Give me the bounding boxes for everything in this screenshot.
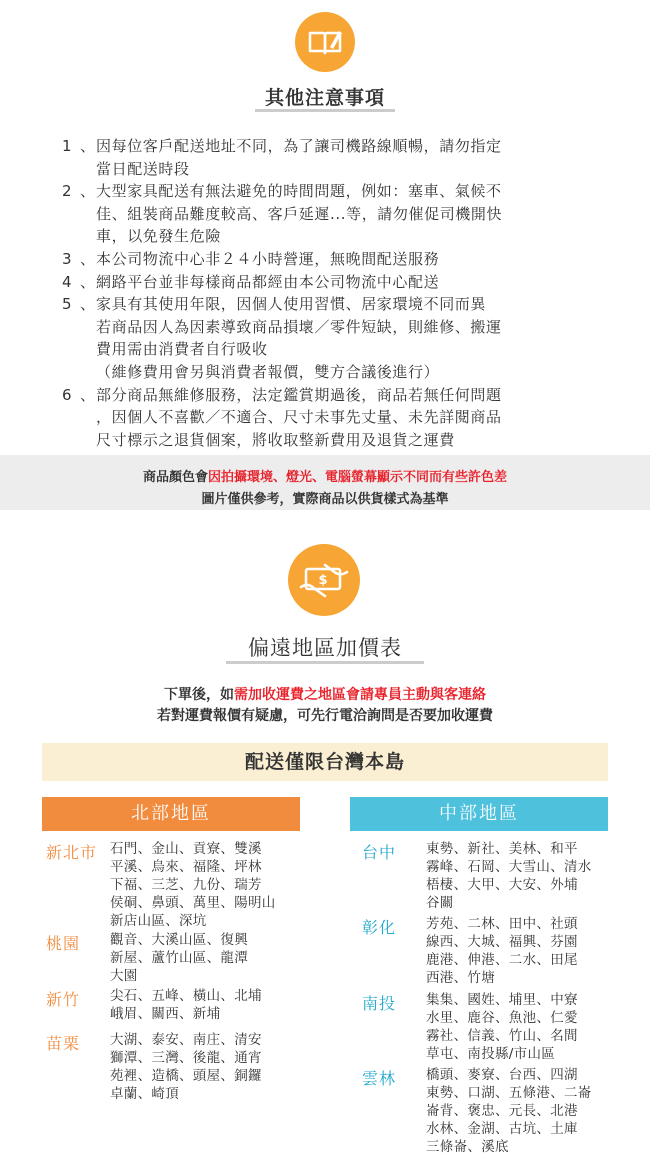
town-line: 崙背、褒忠、元長、北港 bbox=[426, 1103, 578, 1119]
town-line: 苑裡、造橋、頭屋、銅鑼 bbox=[110, 1068, 262, 1084]
town-line: 卓蘭、崎頂 bbox=[110, 1086, 179, 1102]
town-list bbox=[426, 840, 592, 912]
town-line: 下福、三芝、九份、瑞芳 bbox=[110, 877, 262, 893]
town-list bbox=[426, 915, 578, 987]
central-area bbox=[362, 915, 578, 987]
town-line: 西港、竹塘 bbox=[426, 970, 495, 986]
note-separator: 、 bbox=[80, 385, 96, 404]
note-text: 車，以免發生危險 bbox=[96, 227, 221, 246]
note-text: 若商品因人為因素導致商品損壞／零件短缺，則維修、搬運 bbox=[96, 317, 502, 336]
note-line bbox=[62, 203, 582, 226]
note-line bbox=[62, 158, 582, 181]
town-line: 大園 bbox=[110, 968, 138, 984]
note-text: 網路平台並非每樣商品都經由本公司物流中心配送 bbox=[96, 272, 440, 291]
color-notice-line2: 圖片僅供參考，實際商品以供貨樣式為基準 bbox=[201, 492, 449, 507]
city-name: 雲林 bbox=[362, 1069, 397, 1088]
city-name: 彰化 bbox=[362, 918, 397, 937]
note-text: 費用需由消費者自行吸收 bbox=[96, 340, 268, 359]
city-name: 南投 bbox=[362, 994, 397, 1013]
town-line: 侯硐、鼻頭、萬里、陽明山 bbox=[110, 895, 276, 911]
note-line bbox=[62, 180, 582, 203]
town-line: 東勢、新社、美林、和平 bbox=[426, 841, 578, 857]
town-line: 東勢、口湖、五條港、二崙 bbox=[426, 1085, 592, 1101]
town-line: 獅潭、三灣、後龍、通宵 bbox=[110, 1050, 262, 1066]
note-separator: 、 bbox=[80, 272, 96, 291]
note-separator: 、 bbox=[80, 182, 96, 201]
town-line: 新屋、蘆竹山區、龍潭 bbox=[110, 950, 248, 966]
note-line bbox=[62, 384, 582, 407]
town-line: 尖石、五峰、橫山、北埔 bbox=[110, 988, 262, 1004]
note-line bbox=[62, 406, 582, 429]
note-line bbox=[62, 293, 582, 316]
north-area bbox=[46, 987, 262, 1023]
town-list bbox=[110, 987, 262, 1023]
note-number: 1 bbox=[62, 137, 73, 155]
note-text: 當日配送時段 bbox=[96, 159, 190, 178]
color-notice-red: 因拍攝環境、燈光、電腦螢幕顯示不同而有些許色差 bbox=[208, 470, 508, 485]
town-line: 水里、鹿谷、魚池、仁愛 bbox=[426, 1010, 578, 1026]
town-line: 三條崙、溪底 bbox=[426, 1139, 509, 1155]
note-text: 因每位客戶配送地址不同，為了讓司機路線順暢，請勿指定 bbox=[96, 137, 502, 155]
delivery-limit-box: 配送僅限台灣本島 bbox=[42, 743, 608, 781]
note-text: 部分商品無維修服務，法定鑑賞期過後，商品若無任何問題 bbox=[96, 385, 502, 404]
svg-text:$: $ bbox=[318, 573, 328, 588]
surcharge-notice-prefix: 下單後，如 bbox=[164, 687, 234, 703]
notes-title: 其他注意事項 bbox=[264, 87, 385, 109]
north-area bbox=[46, 840, 276, 930]
note-separator: 、 bbox=[80, 137, 96, 155]
central-area bbox=[362, 1066, 592, 1156]
north-region-header: 北部地區 bbox=[42, 797, 300, 831]
town-line: 水林、金湖、古坑、土庫 bbox=[426, 1121, 578, 1137]
town-list bbox=[110, 931, 248, 985]
note-line bbox=[62, 271, 582, 294]
city-name: 台中 bbox=[362, 843, 397, 862]
town-line: 大湖、泰安、南庄、清安 bbox=[110, 1032, 262, 1048]
book-pencil-icon bbox=[295, 12, 355, 72]
town-line: 峨眉、關西、新埔 bbox=[110, 1006, 221, 1022]
town-list bbox=[426, 991, 578, 1063]
town-line: 橋頭、麥寮、台西、四湖 bbox=[426, 1067, 578, 1083]
city-name: 新北市 bbox=[46, 843, 98, 862]
note-line bbox=[62, 338, 582, 361]
note-text: ，因個人不喜歡／不適合、尺寸未事先丈量、未先詳閱商品 bbox=[96, 408, 502, 427]
note-text: 佳、組裝商品難度較高、客戶延遲...等，請勿催促司機開快 bbox=[96, 204, 503, 223]
north-area bbox=[46, 1031, 262, 1103]
town-line: 鹿港、伸港、二水、田尾 bbox=[426, 952, 578, 968]
town-line: 觀音、大溪山區、復興 bbox=[110, 932, 248, 948]
note-line bbox=[62, 429, 582, 452]
note-text: 家具有其使用年限，因個人使用習慣、居家環境不同而異 bbox=[96, 295, 487, 314]
town-list bbox=[110, 1031, 262, 1103]
town-line: 霧社、信義、竹山、名間 bbox=[426, 1028, 578, 1044]
town-line: 平溪、烏來、福隆、坪林 bbox=[110, 859, 262, 875]
money-hand-icon bbox=[288, 544, 360, 616]
note-separator: 、 bbox=[80, 295, 96, 314]
note-number: 6 bbox=[62, 385, 73, 404]
central-area bbox=[362, 991, 578, 1063]
color-notice-prefix: 商品顏色會 bbox=[142, 470, 208, 485]
note-number: 2 bbox=[62, 182, 73, 201]
note-line bbox=[62, 248, 582, 271]
note-text: 尺寸標示之退貨個案，將收取整新費用及退貨之運費 bbox=[96, 430, 455, 449]
note-number: 3 bbox=[62, 249, 73, 268]
city-name: 新竹 bbox=[46, 990, 81, 1009]
town-list bbox=[426, 1066, 592, 1156]
town-line: 霧峰、石岡、大雪山、清水 bbox=[426, 859, 592, 875]
city-name: 桃園 bbox=[46, 934, 81, 953]
note-text: （維修費用會另與消費者報價，雙方合議後進行） bbox=[96, 362, 440, 381]
note-line bbox=[62, 316, 582, 339]
town-line: 谷關 bbox=[426, 895, 454, 911]
central-area bbox=[362, 840, 592, 912]
surcharge-title: 偏遠地區加價表 bbox=[248, 636, 402, 660]
note-separator: 、 bbox=[80, 249, 96, 268]
note-number: 5 bbox=[62, 295, 73, 314]
town-line: 新店山區、深坑 bbox=[110, 913, 207, 929]
notes-title-underline bbox=[255, 109, 395, 112]
surcharge-notice-red: 需加收運費之地區會請專員主動與客連絡 bbox=[234, 687, 486, 703]
note-text: 大型家具配送有無法避免的時間問題，例如：塞車、氣候不 bbox=[96, 182, 502, 201]
note-line bbox=[62, 361, 582, 384]
town-line: 芳苑、二林、田中、社頭 bbox=[426, 916, 578, 932]
town-line: 草屯、南投縣/市山區 bbox=[426, 1046, 556, 1062]
north-area bbox=[46, 931, 248, 985]
notes-list bbox=[62, 135, 582, 451]
town-line: 梧棲、大甲、大安、外埔 bbox=[426, 877, 578, 893]
town-line: 石門、金山、貢寮、雙溪 bbox=[110, 841, 262, 857]
note-number: 4 bbox=[62, 272, 73, 291]
note-line bbox=[62, 135, 582, 158]
surcharge-title-underline bbox=[226, 661, 424, 664]
town-line: 線西、大城、福興、芬園 bbox=[426, 934, 578, 950]
town-list bbox=[110, 840, 276, 930]
city-name: 苗栗 bbox=[46, 1034, 81, 1053]
surcharge-notice-line2: 若對運費報價有疑慮，可先行電洽詢問是否要加收運費 bbox=[157, 708, 493, 724]
central-region-header: 中部地區 bbox=[350, 797, 608, 831]
color-notice-band bbox=[0, 455, 650, 510]
note-line bbox=[62, 225, 582, 248]
town-line: 集集、國姓、埔里、中寮 bbox=[426, 992, 578, 1008]
note-text: 本公司物流中心非２４小時營運，無晚間配送服務 bbox=[96, 249, 440, 268]
color-notice-line1 bbox=[0, 466, 650, 485]
surcharge-notice-line1 bbox=[0, 684, 650, 704]
